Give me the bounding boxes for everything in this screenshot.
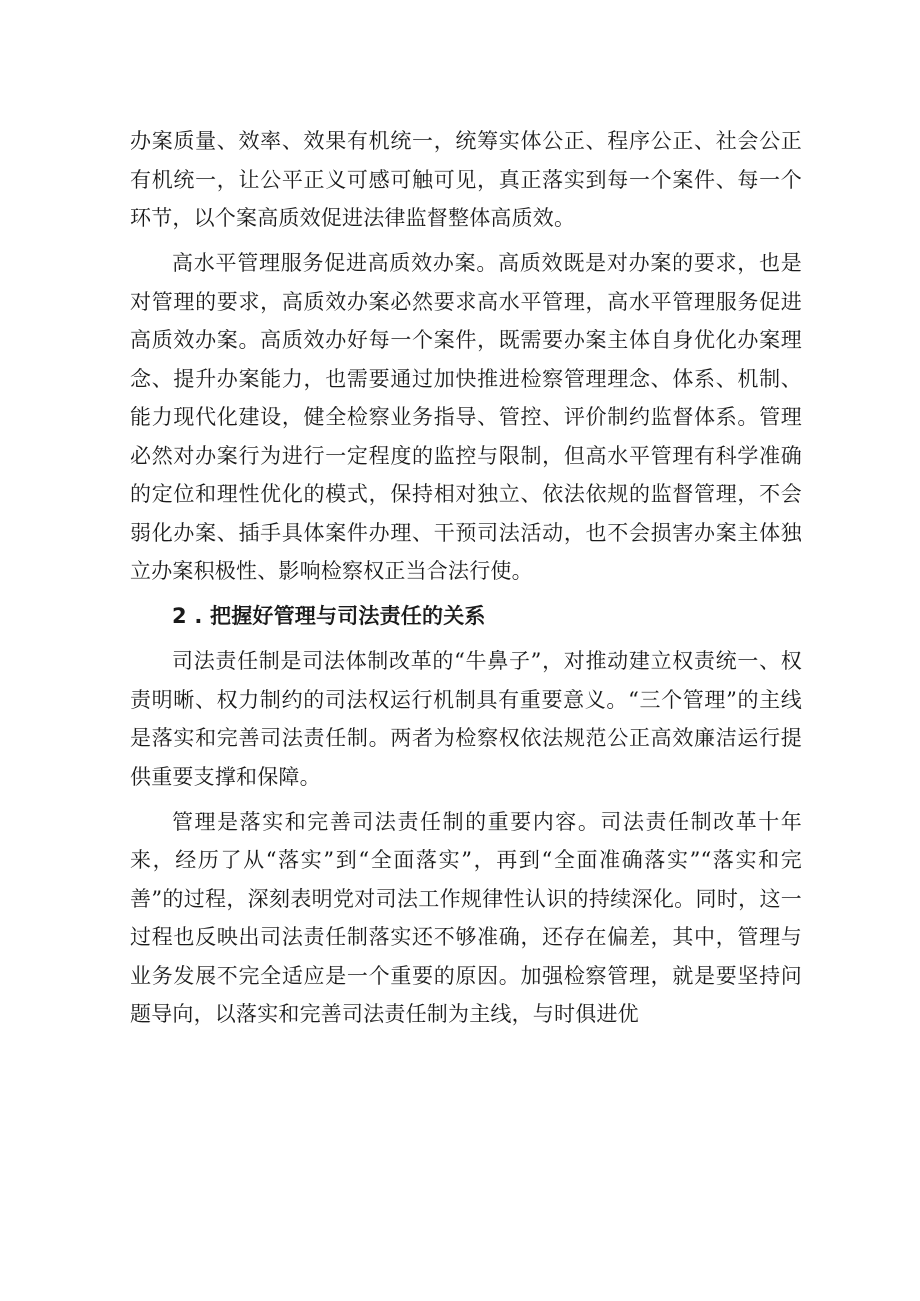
document-body xyxy=(130,122,802,1040)
section-heading: 2 . 把握好管理与司法责任的关系 xyxy=(172,604,486,628)
paragraph-1: 办案质量、效率、效果有机统一，统筹实体公正、程序公正、社会公正有机统一，让公平正义可感可触可见，真正落实到每一个案件、每一个环节，以个案高质效促进法律监督整体高质效。 xyxy=(130,129,802,230)
paragraph-4: 管理是落实和完善司法责任制的重要内容。司法责任制改革十年来，经历了从“落实”到“全面落实”，再到“全面准确落实”“落实和完善”的过程，深刻表明党对司法工作规律性认识的持续深化。同时，这一过程也反映出司法责任制落实还不够准确，还存在偏差，其中，管理与业务发展不完全适应是一个重要的原因。加强检察管理，就是要坚持问题导向，以落实和完善司法责任制为主线，与时俱进优 xyxy=(130,809,802,1026)
paragraph-2: 高水平管理服务促进高质效办案。高质效既是对办案的要求，也是对管理的要求，高质效办案必然要求高水平管理，高水平管理服务促进高质效办案。高质效办好每一个案件，既需要办案主体自身优化办案理念、提升办案能力，也需要通过加快推进检察管理理念、体系、机制、能力现代化建设，健全检察业务指导、管控、评价制约监督体系。管理必然对办案行为进行一定程度的监控与限制，但高水平管理有科学准确的定位和理性优化的模式，保持相对独立、依法依规的监督管理，不会弱化办案、插手具体案件办理、干预司法活动，也不会损害办案主体独立办案积极性、影响检察权正当合法行使。 xyxy=(130,251,802,583)
paragraph-3: 司法责任制是司法体制改革的“牛鼻子”，对推动建立权责统一、权责明晰、权力制约的司法权运行机制具有重要意义。“三个管理”的主线是落实和完善司法责任制。两者为检察权依法规范公正高效廉洁运行提供重要支撑和保障。 xyxy=(130,649,802,789)
